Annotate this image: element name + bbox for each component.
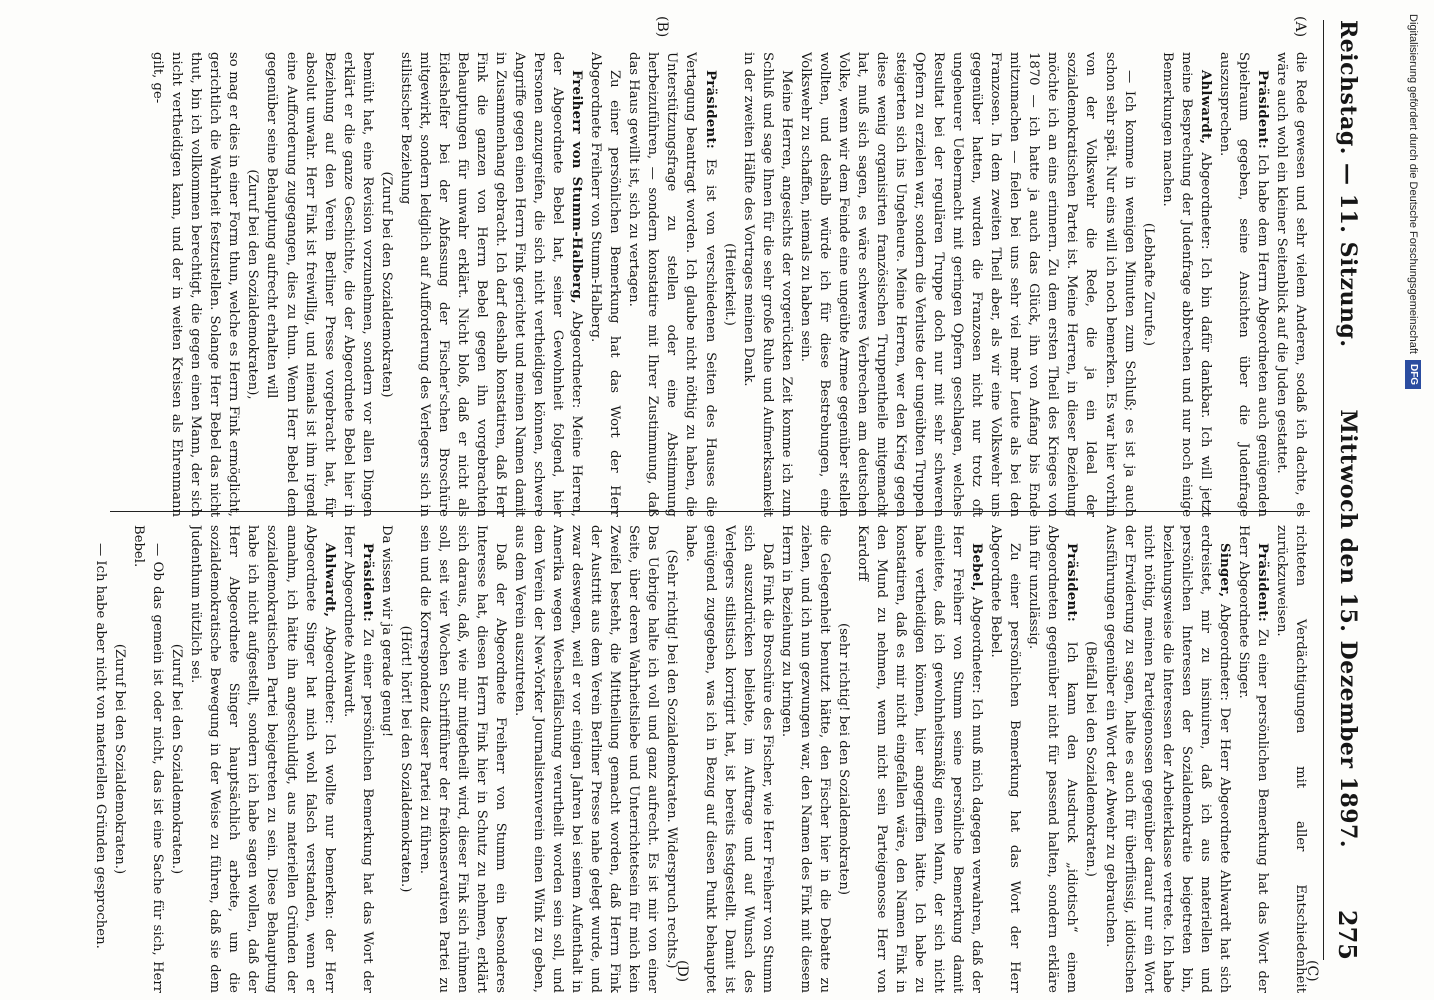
text-paragraph bbox=[262, 52, 376, 517]
paragraph-text: Daß Fink die Broschüre des Fischer, wie Herr Freiherr von Stumm sich auszudrücken beliebte, im Auftrage und auf Wunsch des Verlegers stilistisch korrigirt hat, ist bereits festgestellt. Damit ist genügend zugegeben, was ich in Bezug auf diesen Punkt behauptet habe. bbox=[683, 525, 775, 993]
speech-text: Ich habe dem Herrn Abgeordneten auch genügenden Spielraum gegeben, seine Ansichten über die Judenfrage auszusprechen. bbox=[1216, 52, 1270, 517]
paragraph-text: so mag er dies in einer Form thun, welche es Herrn Fink ermöglicht, gerichtlich die Wahrheit festzustellen. Solange Herr Bebel das nicht thut, bin ich vollkommen berechtigt, die gegen einen Mann, der sich nicht vertheidigen kann, und der in weiten Kreisen als Ehrenmann gilt, ge- bbox=[150, 52, 242, 517]
speech-paragraph bbox=[1158, 52, 1215, 517]
right-column bbox=[20, 525, 1310, 993]
paragraph-text: die Gelegenheit benutzt hätte, den Fischer hier in die Debatte zu ziehen, und ich nun gezwungen war, den Namen des Fink mit diesem Herrn in Beziehung zu bringen. bbox=[778, 525, 832, 993]
interjection bbox=[720, 52, 739, 517]
interjection bbox=[834, 525, 853, 993]
interjection-text: (Zuruf bei den Sozialdemokraten.) bbox=[169, 643, 185, 875]
speaker-name: Präsident: bbox=[1254, 543, 1270, 623]
interjection bbox=[662, 525, 681, 993]
speaker-name: Ahlwardt, bbox=[1197, 70, 1213, 145]
interjection bbox=[396, 525, 415, 993]
header-date: Mittwoch den 15. Dezember 1897. bbox=[1335, 409, 1361, 848]
speech-text: Abgeordneter: Ich muß mich dagegen verwahren, daß der Herr Freiherr von Stumm seine persönliche Bemerkung damit einleitete, daß ich gewohnheitsmäßig einen Mann, der sich nicht habe vertheidigen können, hier angegriffen hätte. Ich habe zu konstatiren, daß es mir nicht eingefallen wäre, den Namen Fink in den Mund zu nehmen, wenn nicht sein Parteigenosse Herr von Kardorff bbox=[854, 525, 985, 993]
interjection-text: (Hört! hört! bei den Sozialdemokraten.) bbox=[397, 625, 413, 893]
interjection-text: (sehr richtig! bei den Sozialdemokraten) bbox=[835, 623, 851, 895]
interjection-text: (Lebhafte Zurufe.) bbox=[1140, 222, 1156, 347]
left-column bbox=[20, 52, 1310, 517]
speech-paragraph bbox=[1215, 52, 1272, 517]
speaker-name: Präsident: bbox=[1254, 70, 1270, 150]
speech-paragraph bbox=[339, 525, 377, 993]
text-paragraph bbox=[91, 525, 110, 993]
interjection bbox=[1081, 525, 1100, 993]
text-paragraph bbox=[986, 525, 1024, 993]
header-left: Reichstag. — 11. Sitzung. bbox=[1335, 20, 1361, 348]
speaker-name: Präsident: bbox=[702, 70, 718, 150]
paragraph-text: — Ich komme in wenigen Minuten zum Schluß; es ist ja auch schon sehr spät. Nur eins will ich noch bemerken. Es war hier vorhin von der Volkswehr die Rede, die ja ein Ideal der sozialdemokratischen Partei ist. Meine Herren, in dieser Beziehung möchte ich an eins erinnern. Zu dem ersten Theil des Krieges von 1870 — ich hatte ja auch das Glück, ihn von Anfang bis Ende mitzumachen — fielen bei uns sehr viel mehr Leute als bei den Franzosen. In dem zweiten Theil aber, als wir eine Volkswehr uns gegenüber hatten, wurden die Franzosen nicht nur trotz oft ungeheurer Uebermacht mit geringen Opfern geschlagen, welches Resultat bei der regulären Truppe doch nur mit sehr schweren Opfern zu erzielen war, sondern die Verluste der ungeübten Truppen steigerten sich ins Ungeheure. Meine Herren, wer den Krieg gegen diese wenig organisirten französischen Truppentheile mitgemacht hat, muß sich sagen, es wäre schweres Verbrechen am deutschen Volke, wenn wir dem Feinde eine ungeübte Armee gegenüber stellen wollten, und deshalb würde ich für diese Bestrebungen, eine Volkswehr zu schaffen, niemals zu haben sein. bbox=[797, 52, 1137, 517]
text-paragraph bbox=[739, 52, 796, 517]
speaker-name: Ahlwardt, bbox=[321, 543, 337, 618]
text-paragraph bbox=[510, 525, 662, 993]
paragraph-text: Meine Herren, angesichts der vorgerückten Zeit komme ich zum Schluß und sage Ihnen für die sehr große Ruhe und Aufmerksamkeit in der zweiten Hälfte des Vortrages meinen Dank. bbox=[740, 52, 794, 517]
dfg-logo: DFG bbox=[1405, 360, 1421, 389]
paragraph-text: Da wissen wir ja gerade genug! bbox=[378, 525, 394, 738]
margin-marker-a: (A) bbox=[1292, 16, 1308, 38]
paragraph-text: die Rede gewesen und sehr vielem Anderen, sodaß ich dachte, es wäre auch wohl ein kleiner Seitenblick auf die Juden gestattet. bbox=[1273, 52, 1308, 517]
interjection-text: (Beifall bei den Sozialdemokraten.) bbox=[1083, 641, 1099, 877]
interjection-text: (Zuruf bei den Sozialdemokraten) bbox=[378, 171, 394, 398]
speech-paragraph bbox=[624, 52, 719, 517]
speech-text: Abgeordneter: Der Herr Abgeordnete Ahlwardt hat sich erdreistet, mir zu insinuiren, daß ich aus materiellen und persönlichen Interessen der Sozialdemokratie beigetreten bin, beziehungsweise die Interessen der Arbeiterklasse vertrete. Ich habe nicht nöthig, meinen Parteigenossen gegenüber darauf nur ein Wort der Erwiderung zu sagen, halte es auch für überflüssig, idiotischen Ausführungen gegenüber ein Wort der Abwehr zu gebrauchen. bbox=[1102, 525, 1232, 993]
speech-paragraph bbox=[1100, 525, 1233, 993]
interjection bbox=[243, 52, 262, 517]
text-paragraph bbox=[681, 525, 776, 993]
paragraph-text: Daß der Abgeordnete Freiherr von Stumm ein besonderes Interesse hat, diesen Herrn Fink hier in Schutz zu nehmen, erklärt sich daraus, daß, wie mir mitgetheilt wird, dieser Fink sich rühmen soll, seit vier Wochen Schriftführer der freikonservativen Partei zu sein und die Korrespondenz dieser Partei zu führen. bbox=[416, 525, 509, 993]
interjection bbox=[167, 525, 186, 993]
text-paragraph bbox=[377, 525, 396, 993]
speech-paragraph bbox=[396, 52, 586, 517]
speech-paragraph bbox=[853, 525, 986, 993]
text-paragraph bbox=[148, 52, 243, 517]
speaker-name: Bebel, bbox=[969, 543, 985, 592]
speech-text: Abgeordneter: Ich wollte nur bemerken: der Herr Abgeordnete Singer hat mich wohl falsch verstanden, wenn er annahm, ich hätte ihn angeschuldigt, aus materiellen Gründen der sozialdemokratischen Partei beigetreten zu sein. Diese Behauptung habe ich nicht aufgestellt, sondern ich habe sagen wollen, daß der Herr Abgeordnete Singer hauptsächlich arbeite, um die sozialdemokratische Bewegung in der Weise zu führen, daß sie dem Judenthum nützlich sei. bbox=[188, 525, 337, 993]
margin-marker-d: (D) bbox=[674, 960, 690, 983]
speech-text: Abgeordneter: Ich bin dafür dankbar. Ich will jetzt meine Besprechung der Judenfrage abbrechen und nur noch einige Bemerkungen machen. bbox=[1159, 52, 1213, 517]
interjection bbox=[1139, 52, 1158, 517]
paragraph-text: Zu einer persönlichen Bemerkung hat das Wort der Herr Abgeordnete Bebel. bbox=[988, 525, 1023, 993]
text-paragraph bbox=[415, 525, 510, 993]
paragraph-text: richteten Verdächtigungen mit aller Entschiedenheit zurückzuweisen. bbox=[1273, 525, 1308, 993]
interjection-text: (Sehr richtig! bei den Sozialdemokraten. Widerspruch rechts.) bbox=[664, 549, 680, 969]
speech-paragraph bbox=[1234, 525, 1272, 993]
speech-paragraph bbox=[186, 525, 338, 993]
digitization-text: Digitalisierung gefördert durch die Deutsche Forschungsgemeinschaft bbox=[1407, 14, 1419, 354]
interjection bbox=[377, 52, 396, 517]
interjection bbox=[110, 525, 129, 993]
paragraph-text: Das Uebrige halte ich voll und ganz aufrecht. Es ist mir von einer Seite, über deren Wahrheitsliebe und Unterrichtetsein für mich kein Zweifel besteht, die Mittheilung gemacht worden, daß Herrn Fink der Austritt aus dem Verein Berliner Presse nahe gelegt wurde, und zwar deswegen, weil er vor einigen Jahren bei seinem Aufenthalt in Amerika wegen Wechselfälschung verurtheilt worden sein soll, und dem Verein der New-Yorker Journalistenverein einen Wink zu geben, aus dem Verein auszutreten. bbox=[512, 525, 661, 993]
speech-text: Zu einer persönlichen Bemerkung hat das Wort der Herr Abgeordnete Ahlwardt. bbox=[340, 525, 375, 993]
interjection-text: (Zuruf bei den Sozialdemokraten.) bbox=[112, 643, 128, 875]
text-paragraph bbox=[796, 52, 1139, 517]
page-number: 275 bbox=[1333, 909, 1363, 960]
page-header bbox=[1328, 20, 1368, 960]
speaker-name: Freiherr von Stumm-Halberg, bbox=[569, 70, 585, 304]
speech-paragraph bbox=[1024, 525, 1081, 993]
paragraph-text: bemüht hat, eine Revision vorzunehmen, sondern vor allen Dingen erklärt er die ganze Geschichte, die der Abgeordnete Bebel hier in Beziehung auf den Verein Berliner Presse vorgebracht hat, für absolut unwahr. Herr Fink ist freiwillig, und niemals ist ihm irgend eine Aufforderung zugegangen, dies zu thun. Wenn Herr Bebel dem gegenüber seine Behauptung aufrecht erhalten will bbox=[264, 52, 375, 517]
paragraph-text: Zu einer persönlichen Bemerkung hat das Wort der Herr Abgeordnete Freiherr von Stumm-Halberg. bbox=[588, 52, 623, 517]
text-paragraph bbox=[1272, 525, 1310, 993]
speaker-name: Präsident: bbox=[359, 543, 375, 623]
text-paragraph bbox=[1272, 52, 1310, 517]
speech-text: Zu einer persönlichen Bemerkung hat das Wort der Herr Abgeordnete Singer. bbox=[1235, 525, 1270, 993]
margin-marker-b: (B) bbox=[654, 16, 670, 38]
text-paragraph bbox=[777, 525, 834, 993]
speech-text: Ich kann den Ausdruck „idiotisch“ einem Abgeordneten gegenüber nicht für passend halten, sondern erkläre ihn für unzulässig. bbox=[1026, 525, 1080, 993]
text-paragraph bbox=[129, 525, 167, 993]
speaker-name: Singer, bbox=[1216, 543, 1232, 598]
paragraph-text: — Ich habe aber nicht von materiellen Gründen gesprochen. bbox=[93, 543, 109, 949]
text-paragraph bbox=[586, 52, 624, 517]
speech-text: Abgeordneter: Meine Herren, der Abgeordnete Bebel hat, seiner Gewohnheit folgend, hier Personen anzugreifen, die sich nicht vertheidigen können, schwere Angriffe gegen einen Herrn Fink gerichtet und meinen Namen damit in Zusammenhang gebracht. Ich darf deshalb konstatiren, daß Herr Fink die ganzen von Herrn Bebel gegen ihn vorgebrachten Behauptungen für unwahr erklärt. Nicht bloß, daß er nicht als Eideshelfer bei der Abfassung der Fischer'schen Broschüre mitgewirkt, sondern lediglich auf Aufforderung des Verlegers sich in stilistischer Beziehung bbox=[397, 52, 585, 517]
column-divider bbox=[110, 511, 1310, 512]
speech-text: Es ist von verschiedenen Seiten des Hauses die Vertagung beantragt worden. Ich glaube nicht nöthig zu haben, die Unterstützungsfrage zu stellen oder eine Abstimmung herbeizuführen, — sondern konstatire mit Ihrer Zustimmung, daß das Haus gewillt ist, sich zu vertagen. bbox=[626, 52, 718, 517]
paragraph-text: — Ob das gemein ist oder nicht, das ist eine Sache für sich, Herr Bebel. bbox=[131, 525, 166, 993]
margin-marker-c: (C) bbox=[1304, 960, 1320, 982]
header-rule bbox=[1323, 20, 1324, 960]
interjection-text: (Heiterkeit.) bbox=[721, 243, 737, 326]
interjection-text: (Zuruf bei den Sozialdemokraten), bbox=[245, 169, 261, 400]
speaker-name: Präsident: bbox=[1064, 543, 1080, 623]
digitization-note bbox=[1400, 14, 1430, 994]
